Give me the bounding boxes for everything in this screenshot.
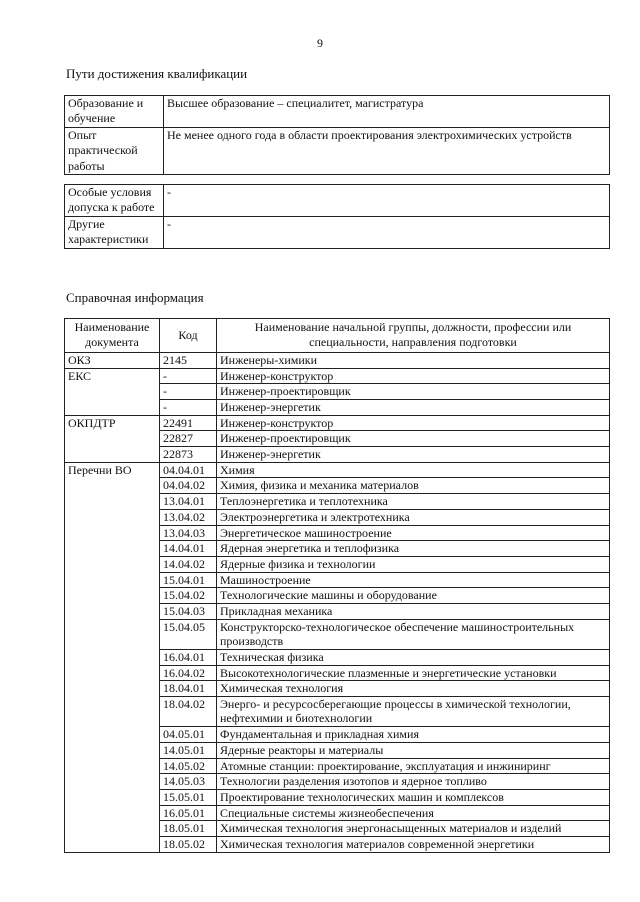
document-name-cell: ОКЗ [65,352,160,368]
code-cell: 16.04.02 [160,665,217,681]
conditions-table [64,184,610,249]
header-name: Наименование начальной группы, должности, профессии или специальности, направления подготовки [217,319,610,353]
name-cell: Теплоэнергетика и теплотехника [217,494,610,510]
code-cell: - [160,384,217,400]
code-cell: 15.04.05 [160,619,217,649]
education-label: Образование и обучение [65,96,164,128]
code-cell: 16.05.01 [160,805,217,821]
page-number: 9 [317,36,323,50]
name-cell: Инженеры-химики [217,352,610,368]
header-code: Код [160,319,217,353]
name-cell: Атомные станции: проектирование, эксплуатация и инжиниринг [217,758,610,774]
code-cell: 14.05.02 [160,758,217,774]
code-cell: 18.05.01 [160,821,217,837]
qualification-table [64,95,610,175]
code-cell: 15.05.01 [160,789,217,805]
code-cell: 22873 [160,447,217,463]
name-cell: Ядерные физика и технологии [217,556,610,572]
table-row [65,96,610,128]
document-name-cell: ЕКС [65,368,160,415]
code-cell: 14.04.01 [160,541,217,557]
code-cell: 2145 [160,352,217,368]
name-cell: Электроэнергетика и электротехника [217,509,610,525]
name-cell: Химическая технология энергонасыщенных материалов и изделий [217,821,610,837]
table-row [65,368,610,384]
table-row [65,415,610,431]
document-name-cell: Перечни ВО [65,462,160,852]
name-cell: Химическая технология [217,681,610,697]
name-cell: Инженер-конструктор [217,415,610,431]
code-cell: 15.04.02 [160,588,217,604]
header-document: Наименование документа [65,319,160,353]
experience-label: Опыт практической работы [65,127,164,174]
special-conditions-label: Особые условия допуска к работе [65,185,164,217]
code-cell: 04.05.01 [160,727,217,743]
reference-table-body [65,352,610,852]
table-row [65,127,610,174]
code-cell: 22827 [160,431,217,447]
table-row [65,462,610,478]
reference-title: Справочная информация [66,290,204,305]
name-cell: Инженер-проектировщик [217,384,610,400]
name-cell: Технологические машины и оборудование [217,588,610,604]
code-cell: 16.04.01 [160,649,217,665]
name-cell: Высокотехнологические плазменные и энергетические установки [217,665,610,681]
table-header-row [65,319,610,353]
name-cell: Инженер-энергетик [217,447,610,463]
name-cell: Инженер-конструктор [217,368,610,384]
code-cell: - [160,368,217,384]
code-cell: - [160,399,217,415]
table-row [65,185,610,217]
code-cell: 15.04.03 [160,604,217,620]
special-conditions-value: - [164,185,610,217]
code-cell: 14.04.02 [160,556,217,572]
code-cell: 04.04.02 [160,478,217,494]
experience-value: Не менее одного года в области проектирования электрохимических устройств [164,127,610,174]
code-cell: 04.04.01 [160,462,217,478]
name-cell: Прикладная механика [217,604,610,620]
document-name-cell: ОКПДТР [65,415,160,462]
code-cell: 14.05.03 [160,774,217,790]
name-cell: Технологии разделения изотопов и ядерное топливо [217,774,610,790]
code-cell: 15.04.01 [160,572,217,588]
name-cell: Машиностроение [217,572,610,588]
other-characteristics-value: - [164,216,610,248]
code-cell: 18.04.02 [160,696,217,726]
other-characteristics-label: Другие характеристики [65,216,164,248]
name-cell: Фундаментальная и прикладная химия [217,727,610,743]
name-cell: Химия [217,462,610,478]
name-cell: Химическая технология материалов современной энергетики [217,837,610,853]
name-cell: Специальные системы жизнеобеспечения [217,805,610,821]
reference-table [64,318,610,853]
name-cell: Инженер-энергетик [217,399,610,415]
code-cell: 13.04.03 [160,525,217,541]
code-cell: 22491 [160,415,217,431]
code-cell: 18.04.01 [160,681,217,697]
name-cell: Энерго- и ресурсосберегающие процессы в химической технологии, нефтехимии и биотехнологии [217,696,610,726]
education-value: Высшее образование – специалитет, магистратура [164,96,610,128]
name-cell: Ядерная энергетика и теплофизика [217,541,610,557]
code-cell: 13.04.01 [160,494,217,510]
qualification-title: Пути достижения квалификации [66,66,248,81]
code-cell: 14.05.01 [160,742,217,758]
name-cell: Химия, физика и механика материалов [217,478,610,494]
table-row [65,352,610,368]
code-cell: 13.04.02 [160,509,217,525]
name-cell: Инженер-проектировщик [217,431,610,447]
name-cell: Техническая физика [217,649,610,665]
name-cell: Ядерные реакторы и материалы [217,742,610,758]
table-row [65,216,610,248]
name-cell: Проектирование технологических машин и комплексов [217,789,610,805]
code-cell: 18.05.02 [160,837,217,853]
name-cell: Энергетическое машиностроение [217,525,610,541]
name-cell: Конструкторско-технологическое обеспечение машиностроительных производств [217,619,610,649]
